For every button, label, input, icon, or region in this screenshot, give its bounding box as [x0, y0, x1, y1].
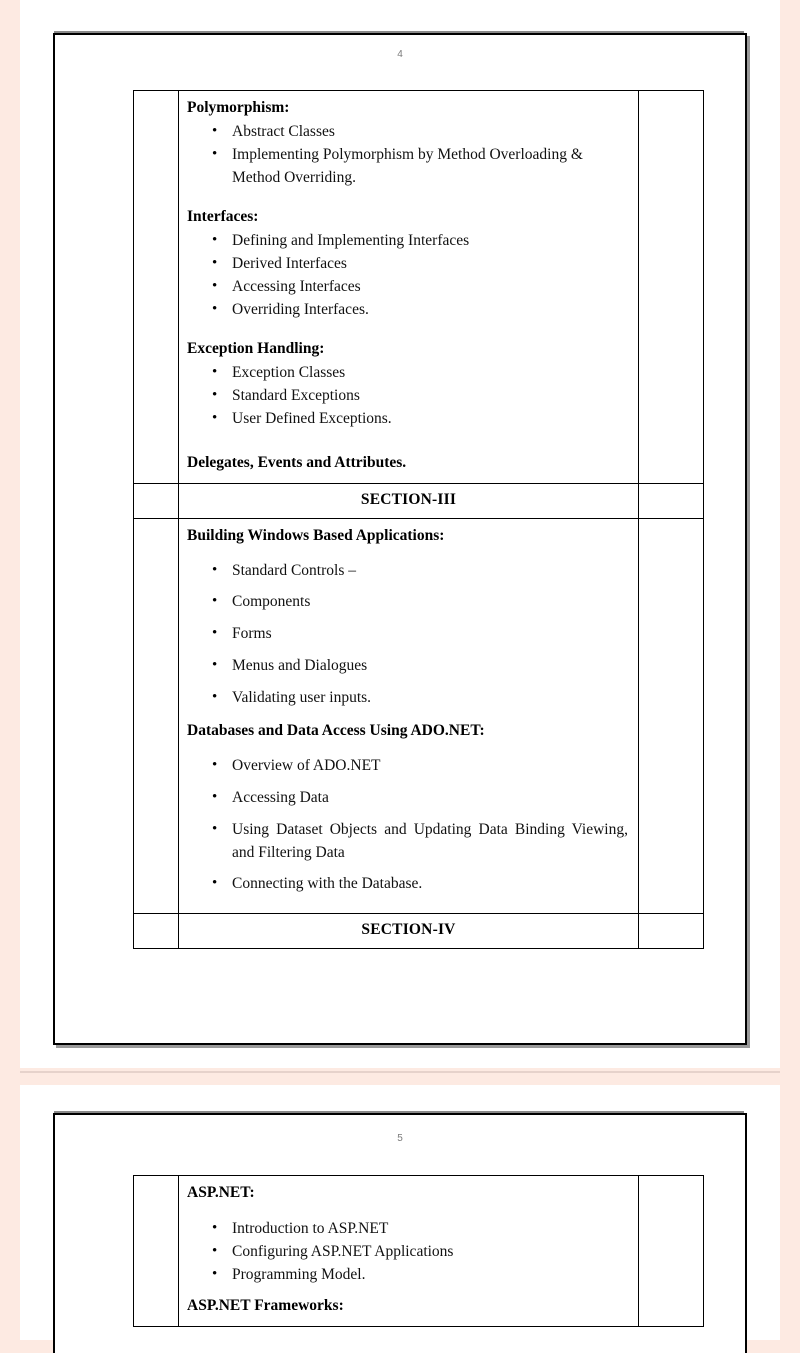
marks-cell	[639, 518, 704, 914]
unit-number-cell	[134, 1176, 179, 1327]
page-number: 5	[397, 1133, 403, 1144]
topic-cell	[179, 1176, 639, 1327]
marks-cell	[639, 91, 704, 484]
section-heading-cell	[179, 914, 639, 949]
page-border-frame	[53, 33, 747, 1045]
document-page-4	[20, 0, 780, 1068]
marks-cell	[639, 483, 704, 518]
topic-heading-asp-net: ASP.NET:	[187, 1184, 255, 1201]
topic-bullet-list	[187, 362, 630, 430]
section-heading-cell	[179, 483, 639, 518]
topic-heading-interfaces: Interfaces:	[187, 208, 259, 226]
marks-cell	[639, 1176, 704, 1327]
list-item: • Configuring ASP.NET Applications	[232, 1241, 630, 1264]
section-label-iii: SECTION-III	[360, 490, 457, 508]
section-label-iv: SECTION-IV	[361, 921, 456, 939]
topic-heading-exception-handling: Exception Handling:	[187, 340, 325, 358]
page-separator-line	[20, 1071, 780, 1073]
list-item: • Accessing Data	[232, 787, 630, 810]
list-item: • Standard Exceptions	[232, 385, 630, 408]
topic-bullet-list	[187, 755, 630, 896]
topic-cell	[179, 518, 639, 914]
unit-number-cell	[134, 518, 179, 914]
table-row	[134, 518, 704, 914]
topic-bullet-list	[187, 230, 630, 321]
list-item: • Forms	[232, 623, 630, 646]
page-border-frame	[53, 1113, 747, 1353]
list-item: • Standard Controls –	[232, 560, 630, 583]
topic-heading-delegates: Delegates, Events and Attributes.	[187, 453, 407, 471]
list-item: • User Defined Exceptions.	[232, 408, 630, 431]
list-item: • Introduction to ASP.NET	[232, 1218, 630, 1241]
list-item: • Exception Classes	[232, 362, 630, 385]
document-page-5	[20, 1085, 780, 1340]
page-number: 4	[397, 49, 403, 60]
unit-number-cell	[134, 914, 179, 949]
topic-cell	[179, 91, 639, 484]
list-item: • Abstract Classes	[232, 121, 630, 144]
syllabus-table-page-4	[133, 90, 704, 949]
syllabus-table-page-5	[133, 1175, 704, 1327]
page-separator	[0, 1068, 800, 1085]
topic-bullet-list	[187, 121, 630, 189]
list-item: • Derived Interfaces	[232, 253, 630, 276]
topic-heading-databases-ado-net: Databases and Data Access Using ADO.NET:	[187, 722, 485, 740]
list-item: • Menus and Dialogues	[232, 655, 630, 678]
list-item: • Defining and Implementing Interfaces	[232, 230, 630, 253]
marks-cell	[639, 914, 704, 949]
table-row-section-divider	[134, 483, 704, 518]
list-item: • Accessing Interfaces	[232, 276, 630, 299]
topic-bullet-list	[187, 1218, 630, 1286]
list-item: • Overriding Interfaces.	[232, 299, 630, 322]
unit-number-cell	[134, 483, 179, 518]
list-item: • Connecting with the Database.	[232, 873, 630, 896]
table-row-section-divider	[134, 914, 704, 949]
unit-number-cell	[134, 91, 179, 484]
list-item: • Using Dataset Objects and Updating Data Binding Viewing, and Filtering Data	[232, 819, 630, 865]
topic-heading-building-windows-apps: Building Windows Based Applications:	[187, 526, 445, 544]
topic-bullet-list	[187, 560, 630, 710]
topic-heading-asp-net-frameworks: ASP.NET Frameworks:	[187, 1297, 344, 1315]
list-item: • Implementing Polymorphism by Method Overloading & Method Overriding.	[232, 144, 630, 190]
list-item: • Programming Model.	[232, 1264, 630, 1287]
table-row	[134, 91, 704, 484]
list-item: • Components	[232, 591, 630, 614]
list-item: • Validating user inputs.	[232, 687, 630, 710]
topic-heading-polymorphism: Polymorphism:	[187, 99, 290, 116]
list-item: • Overview of ADO.NET	[232, 755, 630, 778]
table-row	[134, 1176, 704, 1327]
